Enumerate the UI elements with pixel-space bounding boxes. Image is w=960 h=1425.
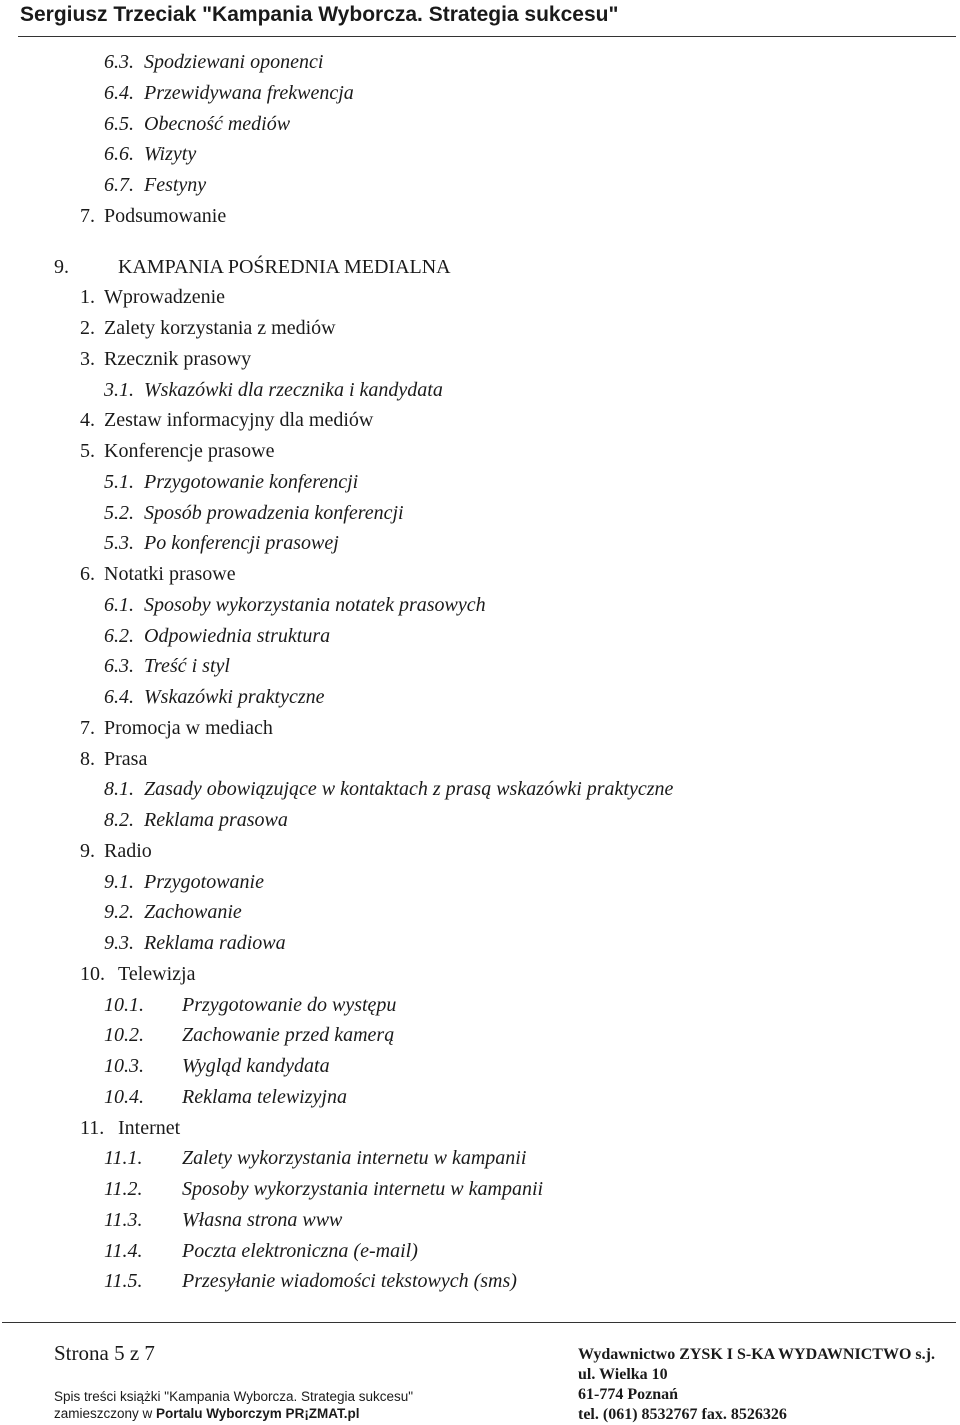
toc-entry-number: 10.1.	[104, 993, 144, 1016]
toc-entry-title: Zalety wykorzystania internetu w kampanii	[182, 1147, 527, 1170]
toc-entry	[0, 744, 960, 775]
page-number: Strona 5 z 7	[54, 1341, 155, 1365]
toc-entry-number: 11.3.	[104, 1208, 143, 1231]
toc-entry-number: 3.	[80, 347, 95, 370]
toc-entry-number: 10.2.	[104, 1024, 144, 1047]
toc-entry	[0, 467, 960, 498]
toc-entry-number: 5.	[80, 440, 95, 462]
toc-entry-title: Spodziewani oponenci	[144, 51, 324, 73]
toc-entry	[0, 78, 960, 109]
toc-entry-number: 7.	[80, 716, 95, 739]
toc-entry-title: Przygotowanie	[144, 870, 264, 893]
toc-entry-title: Zasady obowiązujące w kontaktach z prasą wskazówki praktyczne	[144, 778, 674, 801]
document-header: Sergiusz Trzeciak "Kampania Wyborcza. Strategia sukcesu"	[20, 3, 619, 26]
toc-entry	[0, 252, 960, 283]
toc-entry	[0, 405, 960, 436]
toc-entry	[0, 959, 960, 990]
footer-source-line-2	[54, 1405, 413, 1422]
publisher-address	[578, 1345, 935, 1425]
toc-entry-title: Podsumowanie	[104, 204, 227, 227]
toc-entry-title: Radio	[104, 839, 152, 862]
toc-entry-number: 11.4.	[104, 1239, 143, 1262]
toc-entry-number: 5.3.	[104, 532, 134, 555]
toc-entry-title: Wprowadzenie	[104, 286, 226, 309]
footer-source-note	[54, 1388, 413, 1422]
portal-link[interactable]: Portalu Wyborczym PR¡ZMAT.pl	[156, 1406, 360, 1421]
toc-entry-title: KAMPANIA POŚREDNIA MEDIALNA	[118, 255, 451, 278]
footer-source-line-1: Spis treści książki "Kampania Wyborcza. Strategia sukcesu"	[54, 1389, 414, 1404]
toc-entry-title: Internet	[118, 1116, 181, 1139]
toc-entry	[0, 805, 960, 836]
table-of-contents	[0, 47, 960, 1297]
toc-entry-number: 6.1.	[104, 593, 134, 616]
toc-entry-title: Notatki prasowe	[104, 563, 236, 585]
toc-entry-number: 11.1.	[104, 1147, 143, 1170]
toc-entry-number: 6.5.	[104, 112, 134, 135]
toc-entry-title: Treść i styl	[144, 655, 230, 678]
toc-entry-number: 6.6.	[104, 143, 134, 166]
toc-entry-number: 10.3.	[104, 1055, 144, 1077]
footer-divider	[2, 1322, 956, 1323]
publisher-line: ul. Wielka 10	[578, 1366, 668, 1383]
toc-entry	[0, 1174, 960, 1205]
toc-entry-number: 10.4.	[104, 1085, 144, 1108]
toc-entry-title: Konferencje prasowe	[104, 440, 275, 462]
toc-entry-title: Zachowanie przed kamerą	[182, 1024, 395, 1047]
toc-entry	[0, 109, 960, 140]
toc-entry-number: 9.1.	[104, 870, 134, 893]
toc-entry	[0, 713, 960, 744]
toc-entry	[0, 375, 960, 406]
toc-entry-title: Zalety korzystania z mediów	[104, 317, 336, 339]
toc-entry-title: Odpowiednia struktura	[144, 624, 331, 647]
toc-entry-number: 9.	[80, 839, 95, 862]
toc-entry-number: 4.	[80, 409, 95, 432]
toc-entry-number: 2.	[80, 317, 95, 339]
toc-entry-title: Przesyłanie wiadomości tekstowych (sms)	[182, 1270, 517, 1293]
toc-entry	[0, 1113, 960, 1144]
toc-entry	[0, 170, 960, 201]
toc-entry-title: Zestaw informacyjny dla mediów	[104, 409, 374, 432]
toc-entry	[0, 774, 960, 805]
toc-entry	[0, 47, 960, 78]
toc-entry-title: Reklama prasowa	[144, 809, 288, 831]
toc-entry-number: 6.	[80, 563, 95, 585]
toc-entry-number: 6.4.	[104, 686, 134, 708]
toc-entry-title: Sposób prowadzenia konferencji	[144, 501, 404, 524]
toc-entry-title: Zachowanie	[144, 901, 242, 924]
toc-entry	[0, 928, 960, 959]
toc-entry-title: Telewizja	[118, 962, 196, 985]
toc-entry	[0, 1082, 960, 1113]
toc-entry-number: 9.3.	[104, 932, 134, 954]
toc-entry-number: 10.	[80, 962, 105, 985]
toc-entry	[0, 1051, 960, 1082]
toc-entry-number: 9.2.	[104, 901, 134, 924]
toc-entry	[0, 682, 960, 713]
toc-entry	[0, 990, 960, 1021]
toc-entry-title: Wizyty	[144, 143, 197, 166]
toc-entry-number: 6.3.	[104, 51, 134, 73]
toc-entry-title: Festyny	[144, 174, 207, 196]
toc-entry	[0, 1143, 960, 1174]
toc-entry	[0, 436, 960, 467]
toc-entry-title: Promocja w mediach	[104, 716, 273, 739]
toc-entry-title: Reklama telewizyjna	[182, 1085, 347, 1108]
toc-entry-number: 8.	[80, 747, 95, 770]
header-divider	[18, 36, 956, 37]
toc-entry	[0, 313, 960, 344]
toc-entry	[0, 651, 960, 682]
publisher-line: tel. (061) 8532767 fax. 8526326	[578, 1406, 787, 1423]
toc-entry-number: 7.	[80, 204, 95, 227]
toc-entry	[0, 897, 960, 928]
toc-entry-number: 9.	[54, 255, 69, 278]
toc-entry-number: 8.2.	[104, 809, 134, 831]
toc-entry	[0, 590, 960, 621]
toc-entry	[0, 1020, 960, 1051]
publisher-line: 61-774 Poznań	[578, 1386, 678, 1403]
toc-entry-number: 11.5.	[104, 1270, 143, 1293]
toc-entry-title: Po konferencji prasowej	[144, 532, 339, 555]
footer-source-prefix: zamieszczony w	[54, 1406, 157, 1421]
toc-entry	[0, 559, 960, 590]
toc-entry-title: Wskazówki praktyczne	[144, 686, 325, 708]
toc-entry-title: Własna strona www	[182, 1208, 343, 1231]
toc-entry-number: 8.1.	[104, 778, 134, 801]
toc-entry	[0, 498, 960, 529]
toc-entry	[0, 201, 960, 232]
toc-entry-number: 11.2.	[104, 1178, 143, 1200]
toc-entry-title: Przygotowanie konferencji	[144, 470, 359, 493]
toc-entry-title: Prasa	[104, 747, 148, 770]
toc-entry-title: Reklama radiowa	[144, 932, 286, 954]
toc-entry-number: 6.3.	[104, 655, 134, 678]
toc-entry-number: 6.2.	[104, 624, 134, 647]
toc-entry	[0, 867, 960, 898]
toc-entry-title: Obecność mediów	[144, 112, 291, 135]
toc-entry	[0, 621, 960, 652]
toc-entry-title: Przygotowanie do występu	[182, 993, 397, 1016]
toc-entry	[0, 282, 960, 313]
toc-entry-number: 1.	[80, 286, 95, 309]
toc-entry	[0, 1266, 960, 1297]
toc-entry-title: Rzecznik prasowy	[104, 347, 252, 370]
toc-entry	[0, 1236, 960, 1267]
toc-entry	[0, 139, 960, 170]
toc-entry	[0, 528, 960, 559]
toc-entry-number: 5.1.	[104, 470, 134, 493]
toc-entry-number: 3.1.	[104, 378, 134, 401]
toc-entry-title: Sposoby wykorzystania internetu w kampanii	[182, 1178, 544, 1200]
toc-entry	[0, 836, 960, 867]
toc-entry-number: 6.4.	[104, 81, 134, 104]
toc-entry	[0, 1205, 960, 1236]
toc-entry-title: Wygląd kandydata	[182, 1055, 330, 1077]
toc-entry-number: 6.7.	[104, 174, 134, 196]
toc-entry-title: Przewidywana frekwencja	[144, 81, 354, 104]
toc-entry-title: Sposoby wykorzystania notatek prasowych	[144, 593, 486, 616]
toc-entry	[0, 344, 960, 375]
toc-entry-number: 11.	[80, 1116, 105, 1139]
toc-entry-number: 5.2.	[104, 501, 134, 524]
toc-entry-title: Wskazówki dla rzecznika i kandydata	[144, 378, 443, 401]
toc-entry-title: Poczta elektroniczna (e-mail)	[182, 1239, 418, 1262]
publisher-line: Wydawnictwo ZYSK I S-KA WYDAWNICTWO s.j.	[578, 1346, 935, 1363]
